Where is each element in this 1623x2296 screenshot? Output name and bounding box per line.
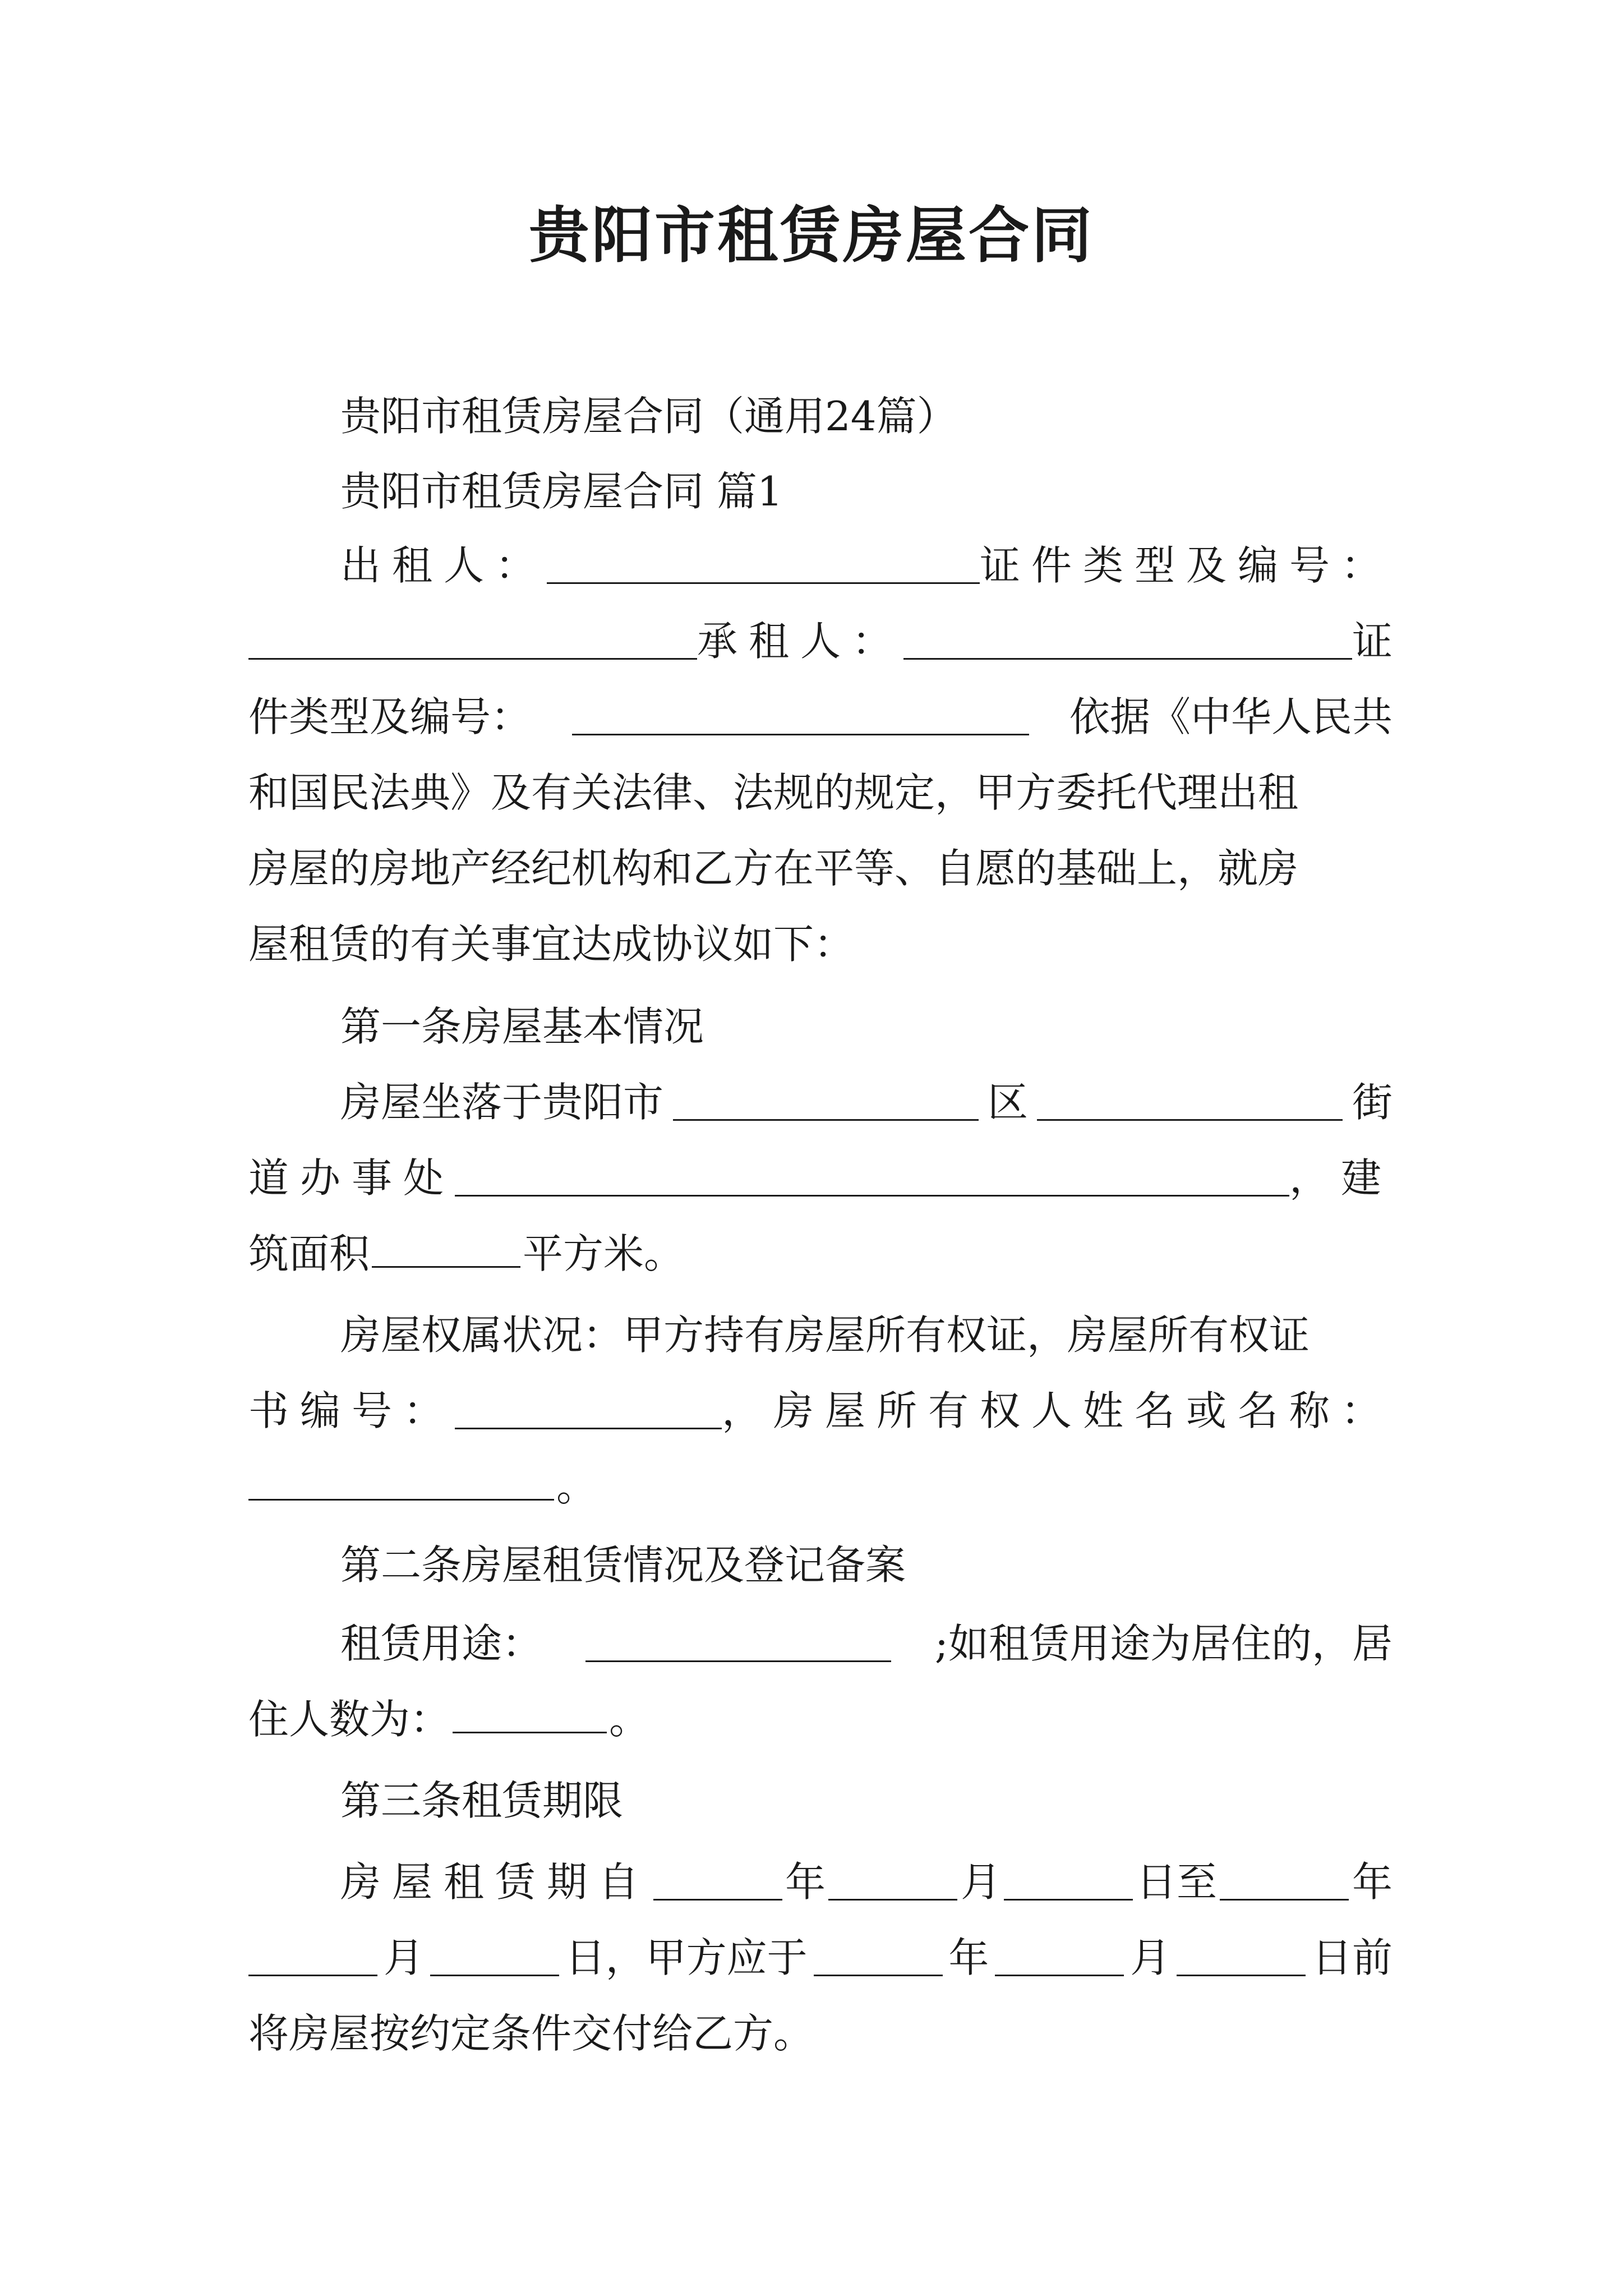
purpose-tail: ;如租赁用途为居住的，居 — [934, 1620, 1393, 1667]
lessee-id-label: 件类型及编号： — [248, 693, 532, 740]
contract-line-purpose — [248, 1616, 1393, 1672]
contract-line-6: 屋租赁的有关事宜达成协议如下： — [248, 921, 855, 968]
start-month-blank[interactable] — [828, 1864, 957, 1901]
area-label: 筑面积 — [248, 1230, 370, 1277]
street-label: 街 — [1352, 1079, 1393, 1126]
contract-line-office — [248, 1150, 1393, 1206]
section-heading: 贵阳市租赁房屋合同 篇1 — [340, 468, 783, 515]
lessor-id-blank[interactable] — [248, 623, 697, 660]
lessor-label: 出租人： — [340, 542, 547, 589]
contract-line-owner — [248, 1458, 1393, 1515]
delivery-month-label: 月 — [1130, 1934, 1171, 1981]
start-year-blank[interactable] — [653, 1864, 782, 1901]
contract-line-residents — [248, 1691, 1393, 1747]
document-subtitle: 贵阳市租赁房屋合同（通用24篇） — [340, 393, 957, 440]
contract-line-cert — [248, 1383, 1393, 1439]
end-year-blank[interactable] — [1220, 1864, 1349, 1901]
purpose-blank[interactable] — [585, 1626, 891, 1662]
residents-blank[interactable] — [453, 1697, 607, 1733]
contract-line-ownership: 房屋权属状况：甲方持有房屋所有权证，房屋所有权证 — [340, 1312, 1310, 1359]
contract-line-term-start — [248, 1854, 1393, 1910]
document-title: 贵阳市租赁房屋合同 — [528, 200, 1094, 271]
contract-line-4: 和国民法典》及有关法律、法规的规定，甲方委托代理出租 — [248, 769, 1299, 816]
article-2-heading: 第二条房屋租赁情况及登记备案 — [340, 1542, 906, 1589]
start-month-label: 月 — [960, 1858, 1001, 1906]
district-blank[interactable] — [673, 1084, 979, 1121]
lessee-label: 承租人： — [697, 618, 903, 665]
cert-blank[interactable] — [455, 1393, 722, 1429]
residents-tail: 。 — [609, 1696, 650, 1743]
owner-blank[interactable] — [248, 1464, 554, 1501]
contract-line-lessor — [248, 537, 1393, 593]
contract-line-delivery: 将房屋按约定条件交付给乙方。 — [248, 2010, 814, 2057]
area-unit: 平方米。 — [523, 1230, 685, 1277]
end-month-label: 月 — [383, 1934, 424, 1981]
start-day-blank[interactable] — [1004, 1864, 1133, 1901]
contract-line-lessee-id — [248, 689, 1393, 745]
id-type-label: 证件类型及编号： — [979, 542, 1393, 589]
delivery-day-blank[interactable] — [1177, 1940, 1306, 1976]
street-blank[interactable] — [1037, 1084, 1343, 1121]
delivery-year-label: 年 — [948, 1934, 989, 1981]
end-day-blank[interactable] — [430, 1940, 559, 1976]
end-day-label: 日，甲方应于 — [565, 1934, 808, 1981]
start-year-label: 年 — [785, 1858, 826, 1906]
district-label: 区 — [987, 1079, 1028, 1126]
start-day-label: 日至 — [1136, 1858, 1217, 1906]
office-blank[interactable] — [455, 1160, 1289, 1197]
cert-label: 书编号： — [248, 1387, 455, 1434]
end-month-blank[interactable] — [248, 1940, 377, 1976]
office-tail: ，建 — [1289, 1154, 1393, 1202]
location-label: 房屋坐落于贵阳市 — [340, 1079, 664, 1126]
line2-tail: 证 — [1352, 618, 1393, 665]
article-1-heading: 第一条房屋基本情况 — [340, 1003, 704, 1050]
lessee-blank[interactable] — [903, 623, 1352, 660]
owner-tail: 。 — [556, 1463, 597, 1510]
contract-line-area — [248, 1226, 1393, 1282]
area-blank[interactable] — [372, 1231, 520, 1268]
delivery-month-blank[interactable] — [995, 1940, 1124, 1976]
owner-label: ，房屋所有权人姓名或名称： — [721, 1387, 1393, 1434]
contract-line-lessee — [248, 613, 1393, 669]
end-year-label: 年 — [1352, 1858, 1393, 1906]
article-3-heading: 第三条租赁期限 — [340, 1777, 624, 1824]
contract-line-location — [248, 1074, 1393, 1130]
residents-label: 住人数为： — [248, 1696, 451, 1743]
line3-tail: 依据《中华人民共 — [1069, 693, 1393, 740]
delivery-year-blank[interactable] — [814, 1940, 943, 1976]
lessor-blank[interactable] — [547, 547, 980, 584]
lessee-id-blank[interactable] — [572, 699, 1029, 735]
office-label: 道办事处 — [248, 1154, 455, 1202]
purpose-label: 租赁用途： — [340, 1620, 543, 1667]
term-label: 房屋租赁期自 — [340, 1858, 651, 1906]
contract-line-term-end — [248, 1930, 1393, 1986]
delivery-day-label: 日前 — [1311, 1934, 1393, 1981]
contract-line-5: 房屋的房地产经纪机构和乙方在平等、自愿的基础上，就房 — [248, 845, 1299, 892]
